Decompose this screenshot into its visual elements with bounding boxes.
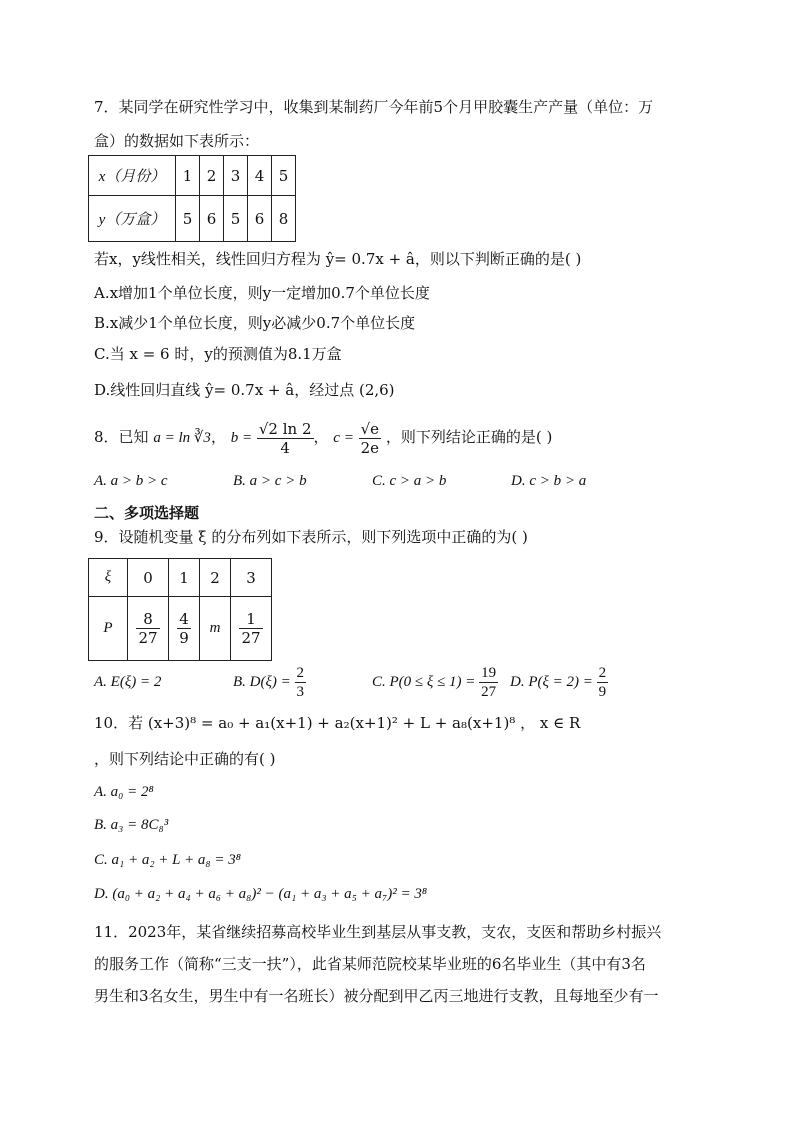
q9-p1-denominator: 9	[179, 629, 189, 648]
q7-table-cell: 6	[200, 196, 224, 242]
q8-option-a: A. a > b > c	[94, 473, 168, 489]
q9-option-d	[510, 662, 608, 702]
q10-stem-continued: ，则下列结论中正确的有( )	[94, 750, 276, 768]
q9-option-c-numerator: 19	[481, 665, 497, 682]
q9-table-row1-label: ξ	[89, 559, 128, 597]
q10-option-a: A. a₀ = 2⁸	[94, 784, 154, 800]
q10-option-c: C. a₁ + a₂ + L + a₈ = 3⁸	[94, 852, 241, 868]
q7-table-cell: 5	[176, 196, 200, 242]
q9-option-d-lhs: D. P(ξ = 2) =	[510, 674, 593, 690]
q9-option-c	[372, 662, 498, 702]
q9-p3-fraction	[239, 610, 262, 647]
q9-p0-fraction	[136, 610, 159, 647]
q9-table-cell	[128, 597, 169, 661]
q9-option-c-lhs: C. P(0 ≤ ξ ≤ 1) =	[372, 674, 476, 690]
q9-table-cell	[169, 597, 200, 661]
q7-table-cell: 3	[224, 156, 248, 196]
q7-option-d: D.线性回归直线 ŷ= 0.7x + â，经过点 (2,6)	[94, 381, 395, 399]
q7-stem: 若x，y线性相关，线性回归方程为 ŷ= 0.7x + â，则以下判断正确的是( )	[94, 250, 582, 268]
q8-option-c: C. c > a > b	[372, 473, 447, 489]
q8-c-numerator: √e	[360, 419, 380, 438]
q9-option-b	[233, 662, 306, 702]
q7-table-cell: 6	[248, 196, 272, 242]
q10-option-d: D. (a₀ + a₂ + a₄ + a₆ + a₈)² − (a₁ + a₃ + a₅ + a₇)² = 3⁸	[94, 886, 428, 902]
q8-b-denominator: 4	[280, 438, 290, 457]
q7-table-cell: 5	[272, 156, 296, 196]
q8-c-lhs: c =	[333, 430, 354, 446]
q9-p1-fraction	[177, 610, 191, 647]
q7-text-line2: 盒）的数据如下表所示：	[94, 132, 260, 150]
q9-option-c-denominator: 27	[481, 684, 497, 701]
q9-table-cell: m	[200, 597, 231, 661]
q8-option-d: D. c > b > a	[511, 473, 587, 489]
q8-b-numerator: √2 ln 2	[258, 419, 312, 438]
q8-c-denominator: 2e	[360, 438, 380, 457]
q9-option-b-fraction	[295, 664, 307, 701]
q9-p1-numerator: 4	[179, 610, 189, 629]
q8-option-b: B. a > c > b	[233, 473, 307, 489]
q8-b-lhs: b =	[230, 430, 253, 446]
q7-option-b: B.x减少1个单位长度，则y必减少0.7个单位长度	[94, 314, 416, 332]
section-title-multiple-choice: 二、多项选择题	[94, 504, 200, 522]
q10-option-b: B. a₃ = 8C₈³	[94, 817, 169, 833]
q11-text-line3: 男生和3名女生，男生中有一名班长）被分配到甲乙丙三地进行支教，且每地至少有一	[94, 987, 659, 1005]
q9-table-cell: 2	[200, 559, 231, 597]
q9-option-b-lhs: B. D(ξ) =	[233, 674, 291, 690]
q8-stem: 8．已知 a = ln ∛3， b = $\frac{√2 \ln 2}{4}$ ， c = $\frac{√e}{2e}$ ，则下列结论正确的是( )	[94, 419, 553, 457]
q9-table-row2-label: P	[89, 597, 128, 661]
q9-table-cell: 3	[231, 559, 272, 597]
q7-table-cell: 2	[200, 156, 224, 196]
q9-distribution-table	[88, 558, 272, 661]
q9-stem: 9．设随机变量 ξ 的分布列如下表所示，则下列选项中正确的为( )	[94, 528, 528, 546]
q11-text-line2: 的服务工作（简称“三支一扶”），此省某师范院校某毕业班的6名毕业生（其中有3名	[94, 955, 646, 973]
q9-p3-denominator: 27	[241, 629, 261, 648]
q9-option-c-fraction	[479, 664, 498, 701]
q7-table-cell: 1	[176, 156, 200, 196]
q7-option-a: A.x增加1个单位长度，则y一定增加0.7个单位长度	[94, 284, 430, 302]
q11-text-line1: 11．2023年，某省继续招募高校毕业生到基层从事支教，支农，支医和帮助乡村振兴	[94, 923, 662, 941]
q9-p0-numerator: 8	[136, 610, 159, 629]
q7-table-row2-label: y（万盒）	[89, 196, 176, 242]
q9-table-cell: 0	[128, 559, 169, 597]
q9-table-cell	[231, 597, 272, 661]
q7-table-cell: 4	[248, 156, 272, 196]
q8-prefix: 8．已知	[94, 428, 149, 446]
q7-table-cell: 5	[224, 196, 248, 242]
q9-option-b-numerator: 2	[296, 665, 305, 682]
q7-text-line1: 7．某同学在研究性学习中，收集到某制药厂今年前5个月甲胶囊生产产量（单位：万	[94, 98, 654, 116]
q8-b-fraction	[257, 420, 314, 457]
q9-option-d-fraction	[597, 664, 609, 701]
q7-data-table	[88, 155, 296, 242]
q8-c-fraction	[359, 420, 381, 457]
q10-stem: 10．若 (x+3)⁸ = a₀ + a₁(x+1) + a₂(x+1)² + L + a₈(x+1)⁸ ， x ∈ R	[94, 714, 581, 732]
q8-a-expr: a = ln ∛3	[153, 430, 211, 446]
q7-option-c: C.当 x = 6 时，y的预测值为8.1万盒	[94, 345, 342, 363]
q7-table-row1-label: x（月份）	[89, 156, 176, 196]
q9-p0-denominator: 27	[138, 629, 158, 648]
q9-option-d-numerator: 2	[598, 665, 607, 682]
q9-table-cell: 1	[169, 559, 200, 597]
q9-p3-numerator: 1	[239, 610, 262, 629]
q9-option-d-denominator: 9	[598, 684, 607, 701]
q9-option-a: A. E(ξ) = 2	[94, 674, 162, 690]
q8-suffix: ，则下列结论正确的是( )	[385, 428, 553, 446]
q7-table-cell: 8	[272, 196, 296, 242]
q9-option-b-denominator: 3	[296, 684, 305, 701]
